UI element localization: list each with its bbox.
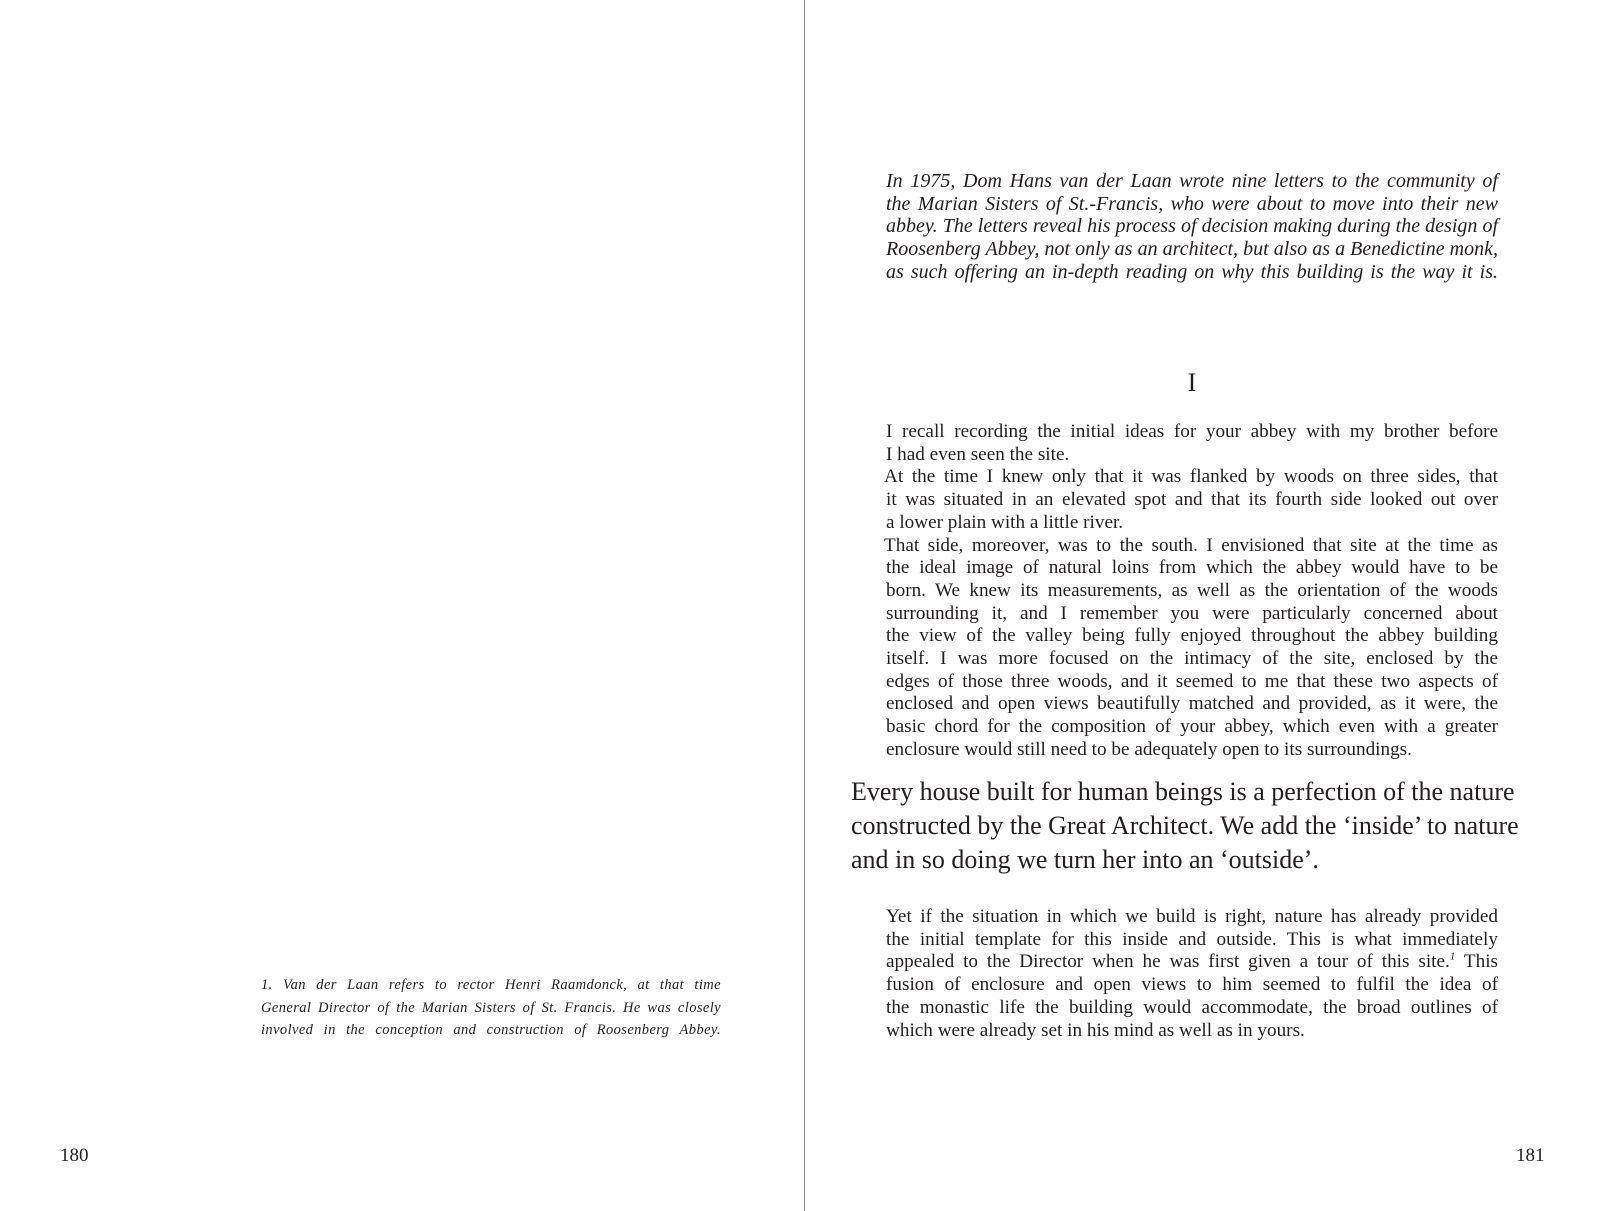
body-line: That side, moreover, was to the south. I envisioned that site at the time as [884, 534, 1498, 556]
pull-quote [851, 775, 1551, 877]
body-line: the initial template for this inside and outside. This is what immediately [886, 928, 1498, 950]
body-line: Yet if the situation in which we build is right, nature has already provided [886, 906, 1498, 927]
body-line: the view of the valley being fully enjoyed throughout the abbey building [886, 625, 1498, 647]
intro-line: as such offering an in-depth reading on why this building is the way it is. [886, 260, 1498, 283]
body-line: enclosure would still need to be adequately open to its surroundings. [886, 738, 1412, 760]
pull-quote-line: Every house built for human beings is a perfection of the nature [851, 777, 1515, 806]
body-line: At the time I knew only that it was flanked by woods on three sides, that [884, 466, 1498, 488]
body-line: fusion of enclosure and open views to him seemed to fulfil the idea of [886, 974, 1498, 996]
body-line: which were already set in his mind as well as in yours. [886, 1019, 1305, 1041]
footnote-line: 1. Van der Laan refers to rector Henri Raamdonck, at that time [261, 977, 721, 993]
body-line: I recall recording the initial ideas for your abbey with my brother before [886, 421, 1498, 442]
body-line-with-footnote-ref [886, 951, 1498, 974]
footnote-line: involved in the conception and construction of Roosenberg Abbey. [261, 1022, 721, 1038]
body-line: the ideal image of natural loins from which the abbey would have to be [886, 557, 1498, 579]
section-heading: I [1187, 368, 1197, 397]
body-line: a lower plain with a little river. [886, 511, 1124, 533]
intro-line: abbey. The letters reveal his process of decision making during the design of [886, 215, 1498, 238]
body-line: surrounding it, and I remember you were particularly concerned about [886, 602, 1498, 624]
page-gutter-divider [804, 0, 805, 1211]
body-line: the monastic life the building would accommodate, the broad outlines of [886, 996, 1498, 1018]
body-paragraphs-1 [886, 421, 1498, 762]
body-line: basic chord for the composition of your abbey, which even with a greater [886, 716, 1498, 738]
body-line: born. We knew its measurements, as well as the orientation of the woods [886, 579, 1498, 601]
intro-line: the Marian Sisters of St.-Francis, who were about to move into their new [886, 192, 1498, 215]
body-line: enclosed and open views beautifully matched and provided, as it were, the [886, 693, 1498, 715]
page-number-right: 181 [1516, 1145, 1545, 1166]
intro-line: Roosenberg Abbey, not only as an architect, but also as a Benedictine monk, [886, 238, 1498, 261]
body-line: it was situated in an elevated spot and that its fourth side looked out over [886, 489, 1498, 511]
body-line: itself. I was more focused on the intimacy of the site, enclosed by the [886, 648, 1498, 670]
page-number-left: 180 [60, 1145, 89, 1166]
body-line: edges of those three woods, and it seemed to me that these two aspects of [886, 670, 1498, 692]
footnote-reference[interactable]: 1 [1449, 951, 1456, 964]
body-text: This [1455, 951, 1498, 973]
intro-line: In 1975, Dom Hans van der Laan wrote nine letters to the community of [886, 170, 1498, 192]
footnote-line: General Director of the Marian Sisters of St. Francis. He was closely [261, 999, 721, 1016]
body-text: appealed to the Director when he was first given a tour of this site. [886, 951, 1450, 973]
intro-paragraph [886, 170, 1498, 284]
body-paragraph-2 [886, 906, 1498, 1042]
pull-quote-line: and in so doing we turn her into an ‘outside’. [851, 845, 1319, 874]
pull-quote-line: constructed by the Great Architect. We add the ‘inside’ to nature [851, 811, 1519, 840]
body-line: I had even seen the site. [886, 443, 1070, 465]
footnote [261, 974, 721, 1042]
